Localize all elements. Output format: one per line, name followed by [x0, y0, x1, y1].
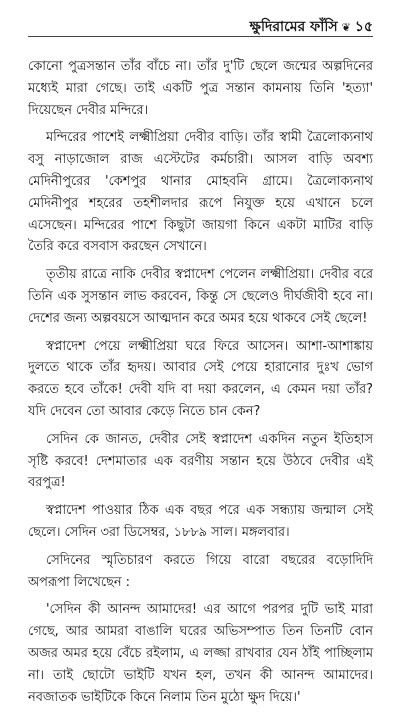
paragraph: কোনো পুত্রসন্তান তাঁর বাঁচে না। তাঁর দু'টি ছেলে জন্মের অল্পদিনের মধ্যেই মারা গেছে। তাই একটি পুত্র সন্তান কামনায় তিনি 'হত্যা' দিয়েছেন দেবীর মন্দিরে। — [28, 59, 373, 118]
paragraph: স্বপ্নাদেশ পাওয়ার ঠিক এক বছর পরে এক সন্ধ্যায় জন্মাল সেই ছেলে। সেদিন ৩রা ডিসেম্বর, ১৮৮৯ সাল। মঙ্গলবার। — [28, 503, 373, 540]
header-title: ক্ষুদিরামের ফাঁসি — [249, 19, 338, 35]
paragraph: তৃতীয় রাত্রে নাকি দেবীর স্বপ্নাদেশ পেলেন লক্ষ্মীপ্রিয়া। দেবীর বরে তিনি এক সুসন্তান লাভ করবেন, কিন্তু সে ছেলেও দীর্ঘজীবী হবে না। দেশের জন্য অল্পবয়সে আত্মদান করে অমর হয়ে থাকবে সেই ছেলে! — [28, 267, 373, 326]
page-number: ১৫ — [354, 19, 373, 35]
paragraph: সেদিন কে জানত, দেবীর সেই স্বপ্নাদেশ একদিন নতুন ইতিহাস সৃষ্টি করবে! দেশমাতার এক বরণীয় সন্তান হয়ে উঠবে দেবীর এই বরপুত্র! — [28, 431, 373, 491]
body-text — [28, 56, 373, 714]
header-divider — [28, 36, 373, 37]
paragraph: সেদিনের স্মৃতিচারণ করতে গিয়ে বারো বছরের বড়োদিদি অপরূপা লিখেছেন : — [28, 552, 373, 590]
ornament-icon: ❦ — [341, 20, 351, 34]
paragraph: মন্দিরের পাশেই লক্ষ্মীপ্রিয়া দেবীর বাড়ি। তাঁর স্বামী ত্রৈলোক্যনাথ বসু নাড়াজোল রাজ এস্টেটের কর্মচারী। আসল বাড়ি অবশ্য মেদিনীপুরের 'কেশপুর থানার মোহবনি গ্রামে। ত্রৈলোক্যনাথ মেদিনীপুর শহরের তহশীলদার রূপে নিযুক্ত হয়ে এখানে চলে এসেছেন। মন্দিরের পাশে কিছুটা জায়গা কিনে একটা মাটির বাড়ি তৈরি করে বসবাস করছেন সেখানে। — [28, 130, 373, 255]
paragraph: স্বপ্নাদেশ পেয়ে লক্ষ্মীপ্রিয়া ঘরে ফিরে আসেন। আশা-আশাঙ্কায় দুলতে থাকে তাঁর হৃদয়। আবার সেই পেয়ে হারানোর দুঃখ ভোগ করতে হবে তাঁকে! দেবী যদি বা দয়া করলেন, এ কেমন দয়া তাঁর? যদি দেবেন তো আবার কেড়ে নিতে চান কেন? — [28, 338, 373, 419]
quote-paragraph: 'সেদিন কী আনন্দ আমাদের! এর আগে পরপর দুটি ভাই মারা গেছে, আর আমরা বাঙালি ঘরের অভিসম্পাত তিন তিনটি বোন অজর অমর হয়ে বেঁচে রইলাম, এ লজ্জা রাখবার যেন ঠাঁই পাচ্ছিলাম না। তাই ছোটো ভাইটি যখন হল, তখন কী আনন্দ আমাদের। নবজাতক ভাইটিকে কিনে নিলাম তিন মুঠো ক্ষুদ দিয়ে।' — [28, 602, 373, 705]
